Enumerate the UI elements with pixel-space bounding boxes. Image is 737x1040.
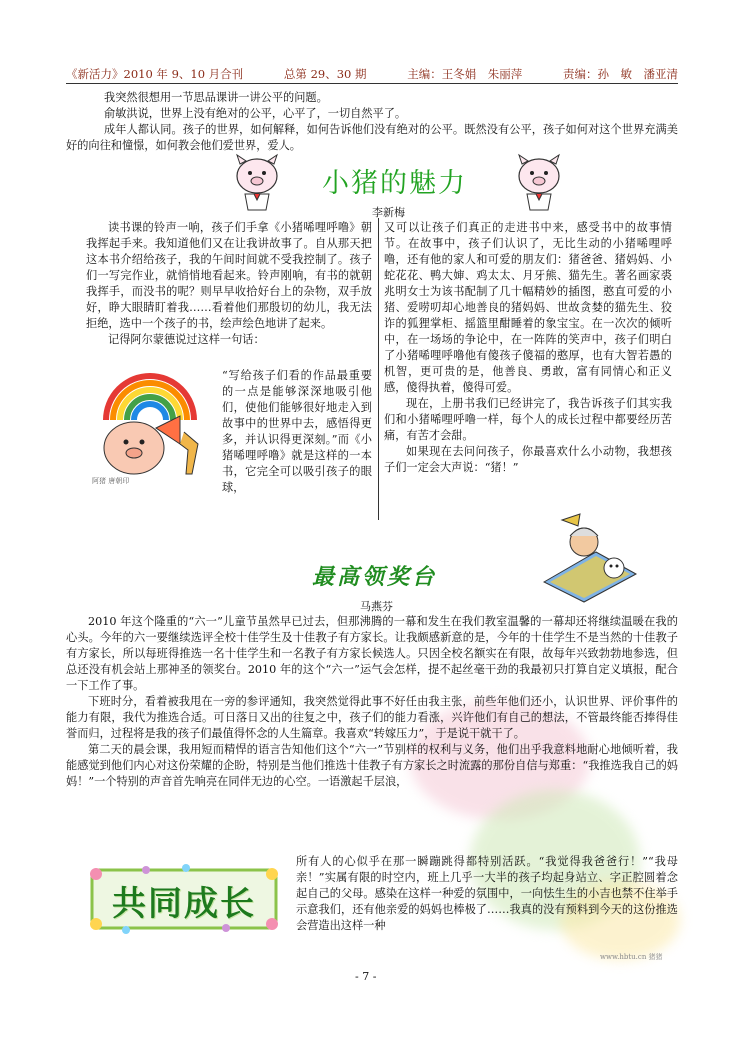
article2-paragraph: 2010 年这个隆重的“六一”儿童节虽然早已过去，但那沸腾的一幕和发生在我们教室温馨的一幕却还将继续温暖在我的心头。今年的六一要继续选评全校十佳学生及十佳教子有方家长。让我颇感新意的是，今年的十佳学生不是当然的十佳教子有方家长，所以每班得推选一名十佳学生和一名教子有方家长候选人。只因全校名额实在有限，故每年兴致勃勃地参选，但总还没有机会站上那神圣的领奖台。2010 年的这个“六一”运气会怎样，提不起丝毫干劲的我最初只打算自定义填报，配合一下工作了事。 <box>66 615 678 692</box>
intro-section <box>66 90 678 154</box>
article2-title: 最高领奖台 <box>312 565 438 590</box>
article1-paragraph: 如果现在去问问孩子，你最喜欢什么小动物，我想孩子们一定会大声说：“猪！” <box>384 445 672 474</box>
article2-wrap-text <box>296 854 678 934</box>
image-caption: 阿猪 唐朝印 <box>92 477 130 485</box>
pig-mascot-left-icon <box>228 152 286 214</box>
article1-paragraph: 读书课的铃声一响，孩子们手拿《小猪唏哩呼噜》朝我挥起手来。我知道他们又在让我讲故事了。自从那天把这本书介绍给孩子，我的午间时间就不受我控制了。孩子们一写完作业，就悄悄地看起来。铃声刚响，有书的就朝我挥手，而没书的呢？则早早收拾好台上的杂物，双手放好，睁大眼睛盯着我……看着他们那殷切的幼儿，我无法拒绝，选中一个孩子的书，绘声绘色地讲了起来。 <box>86 221 372 330</box>
header-rule <box>66 83 678 84</box>
running-header <box>66 66 678 82</box>
intro-line: 成年人都认同。孩子的世界，如何解释，如何告诉他们没有绝对的公平。既然没有公平，孩子如何对这个世界充满美好的向往和憧憬，如何教会他们爱世界，爱人。 <box>66 123 678 152</box>
column-divider <box>378 218 379 520</box>
article1-right-column <box>384 220 672 476</box>
journal-name: 《新活力》2010 年 9、10 月合刊 <box>66 67 244 81</box>
grandpa-reading-illustration-icon <box>536 512 642 604</box>
issue-number: 总第 29、30 期 <box>283 67 367 81</box>
page-number: - 7 - <box>355 970 377 983</box>
article1-paragraph: 又可以让孩子们真正的走进书中来，感受书中的故事情节。在故事中，孩子们认识了，无比生动的小猪唏哩呼噜，还有他的家人和可爱的朋友们：猪爸爸、猪妈妈、小蛇花花、鸭大婶、鸡太太、月牙熊、猫先生。著名画家裘兆明女士为该书配制了几十幅精妙的插图，憨直可爱的小猪、爱唠叨却心地善良的猪妈妈、世故贪婪的猫先生、狡诈的狐狸掌柜、摇篮里酣睡着的象宝宝。在一次次的倾听中，在一场场的争论中，在一阵阵的笑声中，孩子们明白了小猪唏哩呼噜他有傻孩子傻福的憨厚，也有大智若愚的机智，更可贵的是，他善良、勇敢，富有同情心和正义感，傻得执着，傻得可爱。 <box>384 221 672 394</box>
article2-paragraph: 第二天的晨会课，我用短而精悍的语言告知他们这个“六一”节别样的权利与义务，他们出乎我意料地耐心地倾听着，我能感觉到他们内心对这份荣耀的企盼，特别是当他们推选十佳教子有方家长之时流露的那份自信与郑重：“我推选我自己的妈妈！”一个特别的声音首先响亮在同伴无边的心空。一语激起千层浪， <box>66 743 678 788</box>
article2-paragraph: 所有人的心似乎在那一瞬蹦跳得都特别活跃。“我觉得我爸爸行！”“我母亲！”实属有限的时空内，班上几乎一大半的孩子均起身站立、字正腔圆着念起自己的父母。感染在这样一种爱的氛围中，一向怯生生的小吉也禁不住举手示意我们，还有他亲爱的妈妈也棒极了……我真的没有预料到今天的这份推选会营造出这样一种 <box>296 855 678 932</box>
intro-line: 俞敏洪说，世界上没有绝对的公平，心平了，一切自然平了。 <box>104 107 407 120</box>
image-watermark: www.hbtu.cn 猪猪 <box>600 953 663 961</box>
intro-line: 我突然很想用一节思品课讲一讲公平的问题。 <box>104 91 328 104</box>
article1-paragraph: 现在，上册书我们已经讲完了，我告诉孩子们其实我们和小猪唏哩呼噜一样，每个人的成长过程中都要经历苦痛，有苦才会甜。 <box>384 397 672 442</box>
pig-mascot-right-icon <box>510 152 568 214</box>
chief-editors: 主编：王冬娟 朱丽萍 <box>407 67 523 81</box>
article1-title: 小猪的魅力 <box>322 168 467 199</box>
article1-wrap-text <box>222 368 372 496</box>
banner-title: 共同成长 <box>112 884 256 924</box>
article1-paragraph: “写给孩子们看的作品最重要的一点是能够深深地吸引他们，使他们能够很好地走入到故事中的世界中去，感悟得更多，并认识得更深刻。”而《小猪唏哩呼噜》就是这样的一本书，它完全可以吸引孩子的眼球， <box>222 369 372 494</box>
article2-body <box>66 614 678 790</box>
article1-left-column <box>86 220 372 348</box>
pig-rainbow-illustration-icon <box>88 370 218 488</box>
article1-author: 李新梅 <box>372 206 405 219</box>
article2-author: 马燕芬 <box>360 600 393 613</box>
article1-paragraph: 记得阿尔蒙德说过这样一句话： <box>108 333 265 346</box>
responsible-editors: 责编：孙 敏 潘亚清 <box>562 67 678 81</box>
article2-paragraph: 下班时分，看着被我甩在一旁的参评通知，我突然觉得此事不好任由我主张，前些年他们还小，认识世界、评价事件的能力有限，我代为推选合适。可日落日又出的往复之中，孩子们的能力看涨，兴许他们有自己的想法，不管最终能否捧得佳誉而归，过程将是我的孩子们最值得怀念的人生篇章。我喜欢“转嫁压力”，于是说干就干了。 <box>66 695 678 740</box>
